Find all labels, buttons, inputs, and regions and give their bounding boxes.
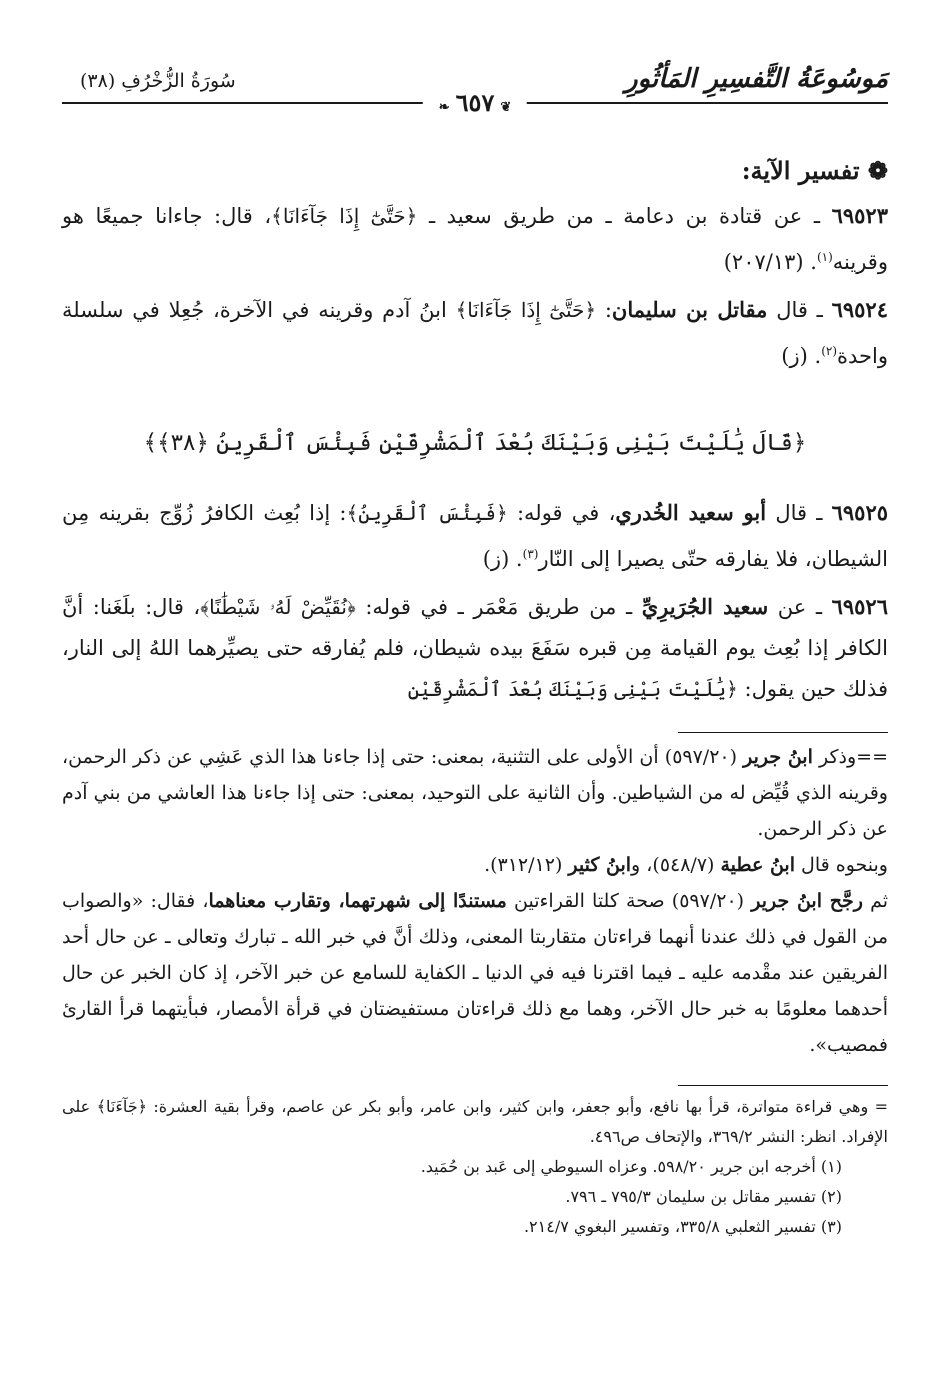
main-text — [62, 150, 888, 1242]
entry-text: ـ عن — [768, 595, 832, 619]
footnote-text: على الإفراد. انظر: النشر ٣٦٩/٢، والإتحاف ص٤٩٦. — [62, 1097, 888, 1146]
note-text: ثم — [862, 890, 889, 912]
page-number-box — [423, 88, 527, 117]
entry-69523 — [62, 195, 888, 283]
entry-69526 — [62, 586, 888, 710]
notes-separator — [678, 732, 888, 733]
book-title: مَوسُوعَةُ التَّفسِيرِ المَأثُورِ — [625, 64, 888, 94]
entry-text: . (ز) — [781, 344, 822, 368]
entry-number: ٦٩٥٢٥ — [831, 500, 889, 525]
quran-quote: ﴿نُقَيِّضْ لَهُۥ شَيْطَٰنًا﴾ — [200, 595, 356, 619]
surah-label: سُورَةُ الزُّخْرُفِ (٣٨) — [80, 70, 236, 92]
footnotes-separator — [678, 1085, 888, 1086]
note-text: (٥٩٧/٢٠) أن الأولى على التثنية، بمعنى: حتى إذا جاءنا هذا الذي عَشِي عن ذكر الرحمن، وقرينه الذي قُيِّض له من الشياطين. وأن الثانية على التوحيد، بمعنى: حتى إذا جاءنا هذا العاشي من بني آدم عن ذكر الرحمن. — [62, 746, 888, 840]
scholar-name: رجَّح ابنُ جرير — [751, 890, 863, 912]
ornament-icon: ❦ — [500, 100, 512, 115]
footnote-text: = وهي قراءة متواترة، قرأ بها نافع، وأبو جعفر، وابن كثير، وابن عامر، وأبو بكر عن عاصم، وقرأ بقية العشرة: — [146, 1097, 889, 1116]
note-paragraph — [62, 847, 888, 883]
entry-number: ٦٩٥٢٣ — [831, 203, 888, 228]
entry-text: : إذا بُعِث الكافرُ زُوِّج بقرينه مِن الشيطان، فلا يفارقه حتّى يصيرا إلى النّار — [62, 501, 888, 571]
entry-text: . (ز) — [482, 547, 523, 571]
quran-quote: ﴿حَتَّىٰٓ إِذَا جَآءَانَا﴾ — [271, 204, 418, 228]
ornament-icon: ❧ — [438, 100, 450, 115]
footnotes — [62, 1092, 888, 1242]
entry-69525 — [62, 492, 888, 580]
entry-text: ، قال: جاءانا جميعًا هو وقرينه — [62, 204, 888, 274]
footnote-3: (٣) تفسير الثعلبي ٣٣٥/٨، وتفسير البغوي ٢١٤/٧. — [523, 1217, 842, 1236]
page-number: ٦٥٧ — [455, 88, 495, 117]
footnote-1: (١) أخرجه ابن جرير ٥٩٨/٢٠. وعزاه السيوطي إلى عَبد بن حُمَيد. — [420, 1157, 842, 1176]
entry-text: ـ قال — [767, 298, 832, 322]
entry-text: . (٢٠٧/١٣) — [723, 250, 817, 274]
quran-quote: ﴿حَتَّىٰٓ إِذَا جَآءَانَا﴾ — [455, 298, 597, 322]
footnote-ref: (٣) — [522, 547, 539, 561]
entry-69524 — [62, 289, 888, 377]
page-header — [62, 58, 888, 118]
footnote-ref: (١) — [816, 250, 833, 264]
narrator-name: مقاتل بن سليمان — [611, 297, 768, 322]
entry-text: ، قال: بلَغَنا: أنَّ الكافر إذا بُعِث يوم القيامة مِن قبره سَفَعَ بيده شيطان، فلم يُفارقه حتى يصيِّرهما اللهُ إلى النار، فذلك حين يقول: — [62, 595, 888, 701]
flower-icon: ❁ — [867, 156, 888, 185]
scholar-name: ابنُ جرير — [743, 746, 813, 768]
note-text: (٣١٢/١٢). — [484, 854, 569, 876]
quran-quote: ﴿يَٰلَيْتَ بَيْنِى وَبَيْنَكَ بُعْدَ ٱلْمَشْرِقَيْنِ — [407, 677, 738, 701]
footnote-ref: (٢) — [821, 344, 838, 358]
quran-quote: ﴿جَآءَنَا﴾ — [96, 1097, 147, 1116]
quran-quote: ﴿فَبِئْسَ ٱلْقَرِينُ﴾ — [346, 501, 508, 525]
narrator-name: سعيد الجُرَيرِيِّ — [641, 594, 769, 619]
scholar-name: ابنُ كثير — [568, 854, 632, 876]
entry-number: ٦٩٥٢٦ — [831, 594, 888, 619]
footnote-2: (٢) تفسير مقاتل بن سليمان ٧٩٥/٣ ـ ٧٩٦. — [565, 1187, 842, 1206]
verse-heading: ﴿قَالَ يَٰلَيْتَ بَيْنِى وَبَيْنَكَ بُعْدَ ٱلْمَشْرِقَيْنِ فَبِئْسَ ٱلْقَرِينُ ﴿٣٨﴾﴾ — [143, 430, 807, 456]
entry-text: ـ من طريق مَعْمَر ـ في قوله: — [355, 595, 642, 619]
section-title-text: تفسير الآية: — [741, 156, 860, 185]
entry-text: ـ قال — [766, 501, 832, 525]
narrator-name: أبو سعيد الخُدري — [615, 500, 767, 525]
entry-text: ـ عن قتادة بن دعامة ـ من طريق سعيد ـ — [417, 204, 832, 228]
note-text: ، فقال: «والصواب من القول في ذلك عندنا أنهما قراءتان متقاربتا المعنى، وذلك أنَّ في خبر الله ـ تبارك وتعالى ـ عن حال أحد الفريقين عند مقْدمه عليه ـ فيما اقترنا فيه في الدنيا ـ الكفاية للسامع عن خبر الآخر، إذ كان الخبر عن حال أحدهما معلومًا به خبر حال الآخر، وهما مع ذلك قراءتان مستفيضتان في قرأة الأمصار، فبأيتهما قرأ القارئ فمصيب». — [62, 890, 888, 1056]
note-text: (٥٤٨/٧)، و — [631, 854, 721, 876]
note-text: (٥٩٧/٢٠) صحة كلتا القراءتين — [506, 890, 752, 912]
note-paragraph — [62, 739, 888, 847]
entry-number: ٦٩٥٢٤ — [831, 297, 888, 322]
note-paragraph — [62, 883, 888, 1063]
note-text: وبنحوه قال — [795, 854, 888, 876]
section-title — [62, 150, 888, 191]
note-text: ==وذكر — [812, 746, 888, 768]
entry-text: ابنُ آدم وقرينه في الآخرة، جُعِلا في سلسلة واحدة — [62, 298, 888, 368]
commentary-notes — [62, 739, 888, 1063]
page — [62, 0, 888, 1385]
entry-text: : — [596, 298, 612, 322]
note-emphasis: مستندًا إلى شهرتهما، وتقارب معناهما — [208, 890, 507, 912]
footnote-continuation — [62, 1092, 888, 1152]
entry-text: ، في قوله: — [507, 501, 616, 525]
scholar-name: ابنُ عطية — [720, 854, 795, 876]
